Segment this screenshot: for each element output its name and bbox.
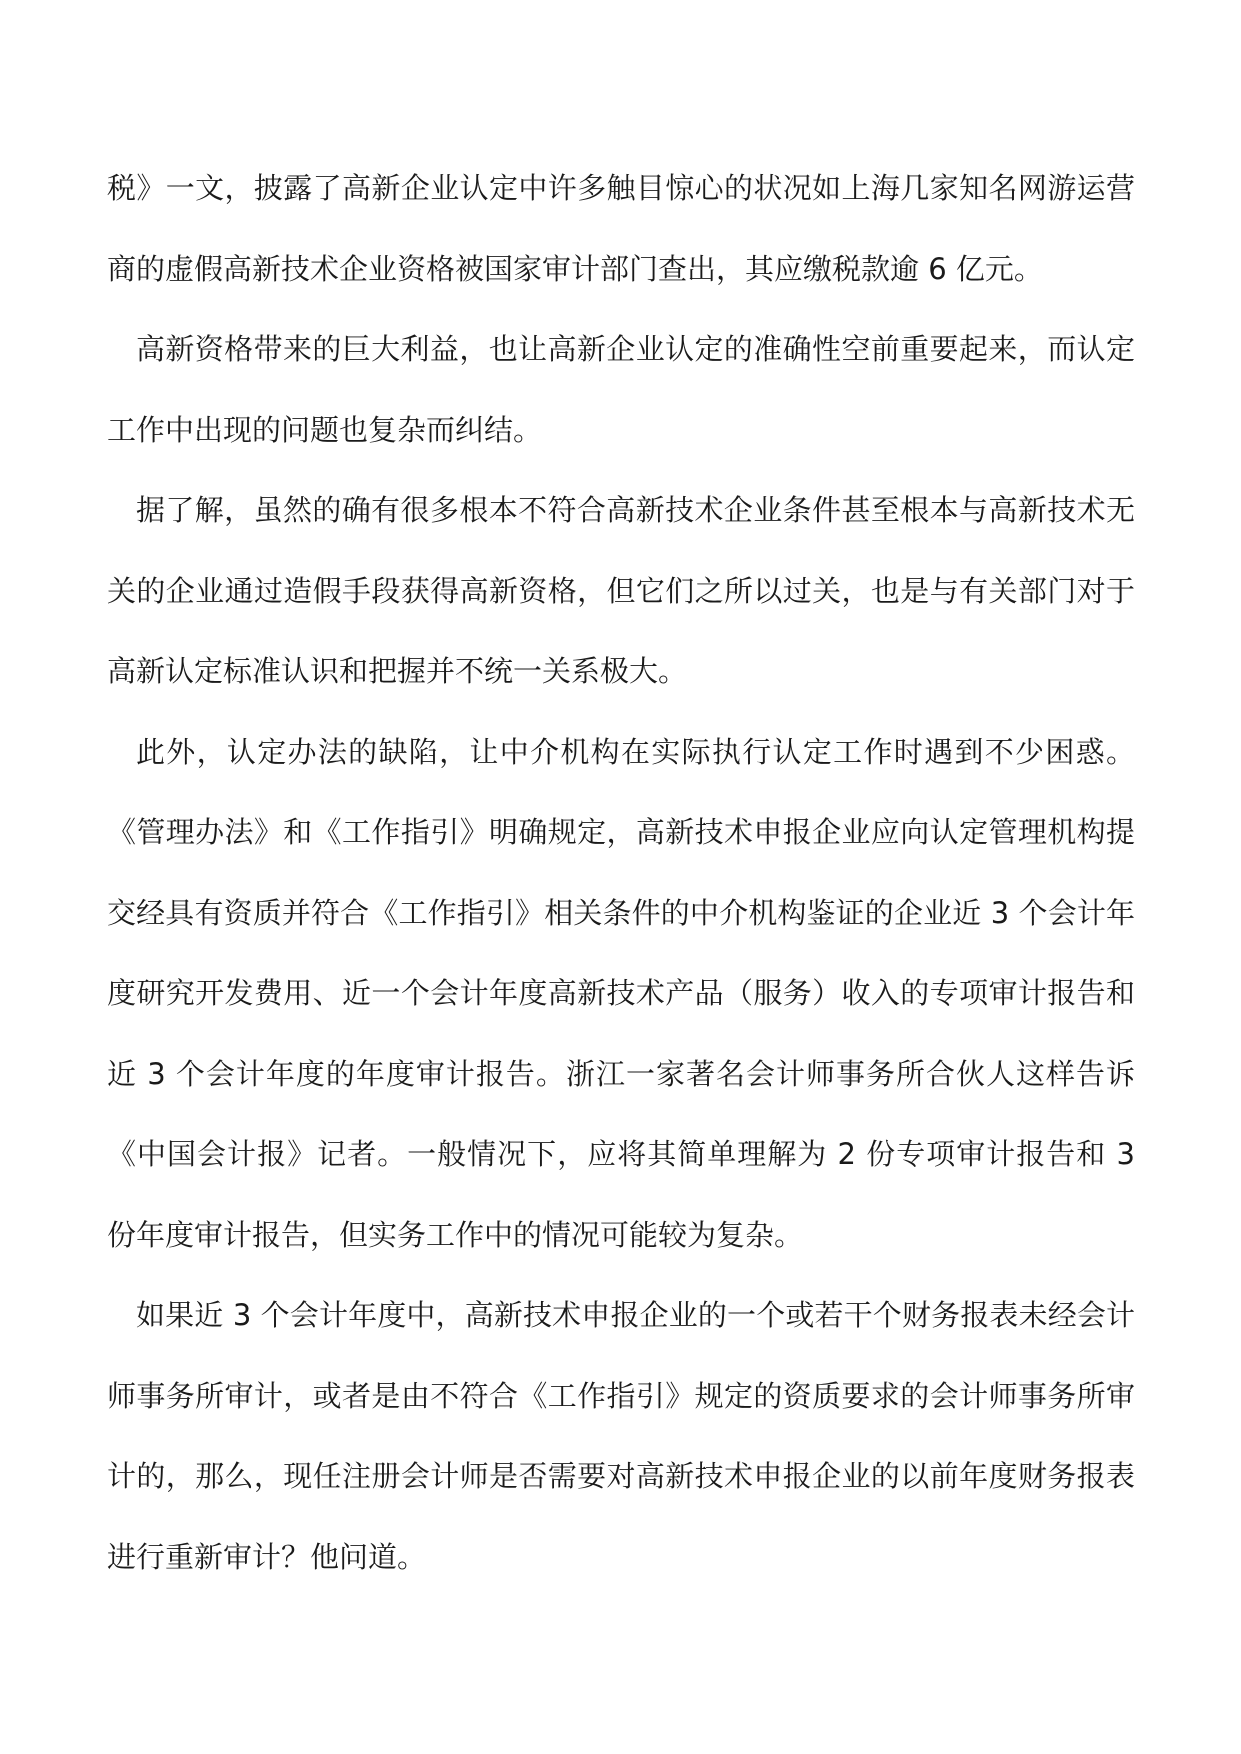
paragraph-continuation: 税》一文，披露了高新企业认定中许多触目惊心的状况如上海几家知名网游运营商的虚假高新技术企业资格被国家审计部门查出，其应缴税款逾 6 亿元。 — [107, 171, 1135, 286]
paragraph: 此外，认定办法的缺陷，让中介机构在实际执行认定工作时遇到不少困惑。《管理办法》和《工作指引》明确规定，高新技术申报企业应向认定管理机构提交经具有资质并符合《工作指引》相关条件的中介机构鉴证的企业近 3 个会计年度研究开发费用、近一个会计年度高新技术产品（服务）收入的专项审计报告和近 3 个会计年度的年度审计报告。浙江一家著名会计师事务所合伙人这样告诉《中国会计报》记者。一般情况下，应将其简单理解为 2 份专项审计报告和 3 份年度审计报告，但实务工作中的情况可能较为复杂。 — [107, 734, 1135, 1252]
paragraph: 高新资格带来的巨大利益，也让高新企业认定的准确性空前重要起来，而认定工作中出现的问题也复杂而纠结。 — [107, 332, 1135, 447]
paragraph: 如果近 3 个会计年度中，高新技术申报企业的一个或若干个财务报表未经会计师事务所审计，或者是由不符合《工作指引》规定的资质要求的会计师事务所审计的，那么，现任注册会计师是否需要对高新技术申报企业的以前年度财务报表进行重新审计？他问道。 — [107, 1298, 1135, 1574]
paragraph: 据了解，虽然的确有很多根本不符合高新技术企业条件甚至根本与高新技术无关的企业通过造假手段获得高新资格，但它们之所以过关，也是与有关部门对于高新认定标准认识和把握并不统一关系极大。 — [107, 493, 1135, 688]
body-text — [107, 148, 1135, 1597]
